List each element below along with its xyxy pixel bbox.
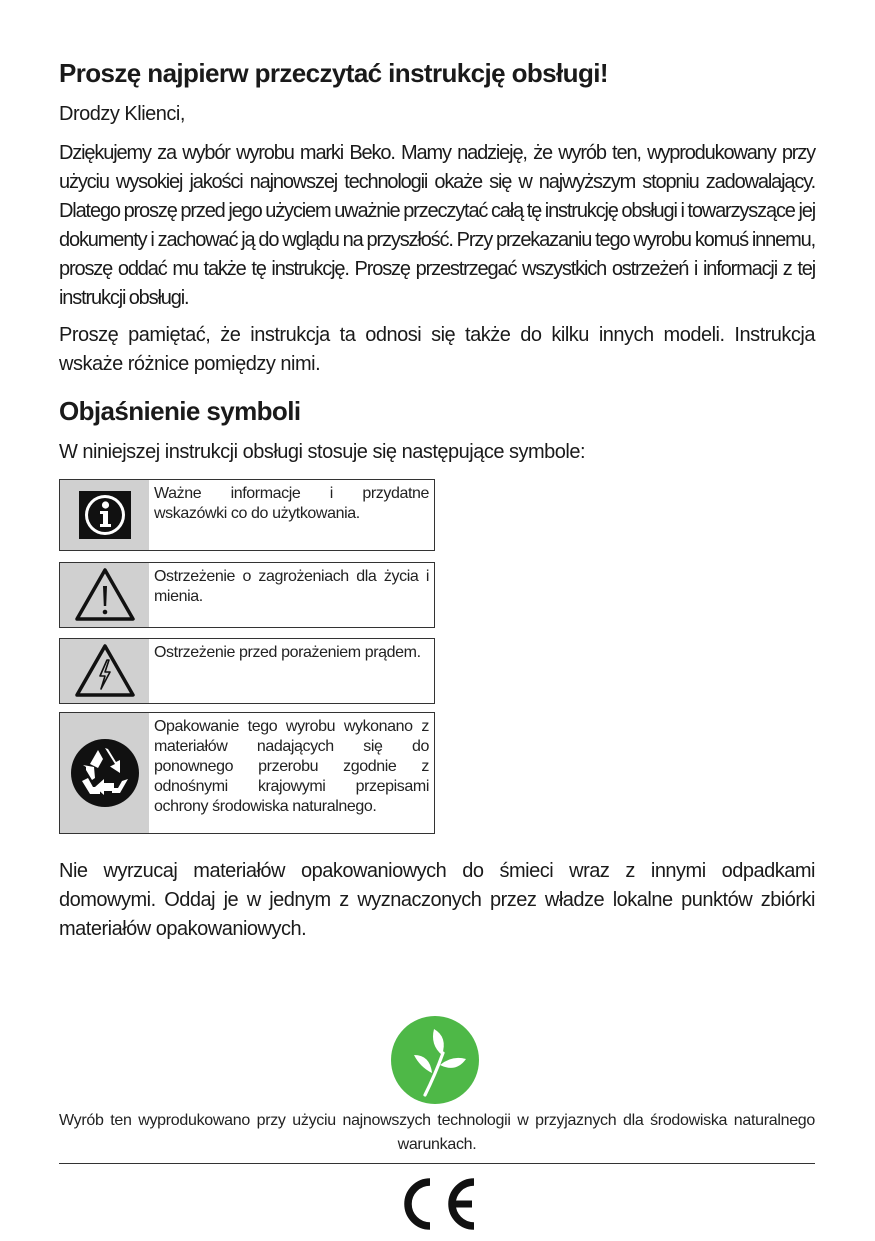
symbol-text: Ostrzeżenie o zagrożeniach dla życia i mienia. [154, 568, 429, 605]
eco-leaf-icon [390, 1015, 480, 1110]
greeting: Drodzy Klienci, [59, 103, 185, 125]
symbol-row-recycle [59, 712, 435, 834]
eco-note: Wyrób ten wyprodukowano przy użyciu najnowszych technologii w przyjaznych dla środowiska naturalnego warunkach. [59, 1112, 815, 1153]
electric-shock-icon [60, 639, 149, 703]
intro-paragraph: Dziękujemy za wybór wyrobu marki Beko. Mamy nadzieję, że wyrób ten, wyprodukowany przy użyciu wysokiej jakości najnowszej technologii okaże się w najwyższym stopniu zadowalający. Dlatego proszę przed jego użyciem uważnie przeczytać całą tę instrukcję obsługi i towarzyszące jej dokumenty i zachować ją do wglądu na przyszłość. Przy przekazaniu tego wyrobu komuś innemu, proszę oddać mu także tę instrukcję. Proszę przestrzegać wszystkich ostrzeżeń i informacji z tej instrukcji obsługi. [59, 142, 815, 309]
symbol-row-info [59, 479, 435, 551]
symbol-text: Opakowanie tego wyrobu wykonano z materiałów nadających się do ponownego przerobu zgodnie z odnośnymi krajowymi przepisami ochrony środowiska naturalnego. [154, 718, 429, 815]
page-title: Proszę najpierw przeczytać instrukcję obsługi! [59, 58, 608, 88]
ce-mark-icon [395, 1178, 479, 1235]
divider [59, 1163, 815, 1164]
symbol-row-electric [59, 638, 435, 704]
disposal-paragraph: Nie wyrzucaj materiałów opakowaniowych do śmieci wraz z innymi odpadkami domowymi. Oddaj je w jednym z wyznaczonych przez władze lokalne punktów zbiórki materiałów opakowaniowych. [59, 860, 815, 940]
symbol-text: Ważne informacje i przydatne wskazówki co do użytkowania. [154, 485, 429, 522]
models-paragraph: Proszę pamiętać, że instrukcja ta odnosi się także do kilku innych modeli. Instrukcja wskaże różnice pomiędzy nimi. [59, 324, 815, 375]
symbol-row-warning [59, 562, 435, 628]
warning-icon [60, 563, 149, 627]
symbols-intro: W niniejszej instrukcji obsługi stosuje się następujące symbole: [59, 441, 586, 463]
symbols-heading: Objaśnienie symboli [59, 396, 301, 426]
info-icon [60, 480, 149, 550]
recycle-icon [60, 713, 149, 833]
symbol-text: Ostrzeżenie przed porażeniem prądem. [154, 644, 421, 661]
